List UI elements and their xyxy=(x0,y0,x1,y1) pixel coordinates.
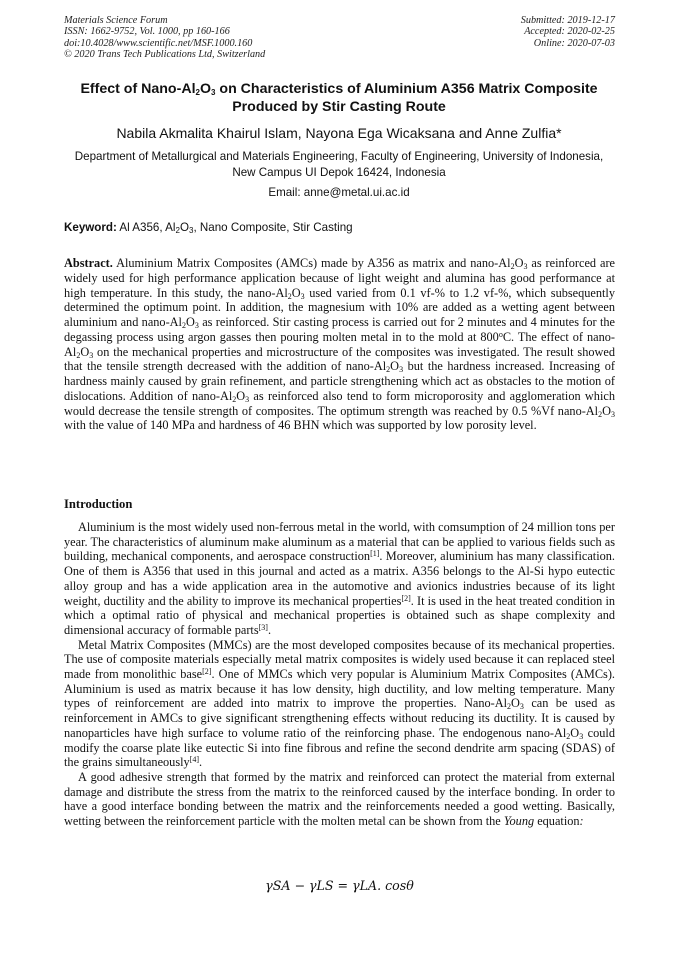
abstract-label: Abstract. xyxy=(64,256,113,270)
young-equation: γSA − γLS = γLA. cosθ xyxy=(265,878,414,893)
keywords: Keyword: Al A356, $Al_2O_3$, Nano Composite, Stir Casting xyxy=(64,221,353,235)
keyword-label: Keyword: xyxy=(64,221,117,234)
online-date: Online: 2020-07-03 xyxy=(533,37,615,49)
citation: [4] xyxy=(189,755,200,765)
submitted-date: Submitted: 2019-12-17 xyxy=(520,15,615,26)
accepted-date: Accepted: 2020-02-25 xyxy=(524,26,615,38)
citation: [2] xyxy=(401,593,411,603)
citation: [2] xyxy=(202,667,212,677)
introduction-heading: Introduction xyxy=(64,497,133,511)
doi-line: doi:10.4028/www.scientific.net/MSF.1000.160 xyxy=(64,37,253,49)
paragraph: Aluminium is the most widely used non-ferrous metal in the world, with comsumption of 24 million tons per year. The characteristics of aluminum make aluminum as a material that can be applied to various fields such as building, mechanical components, and aerospace construction[1]. Moreover, aluminium has many classification. One of them is A356 that used in this journal and acted as a matrix. A356 belongs to the Al-Si hypo eutectic alloy group and has a wide application area in the automotive and avionics industries because of its light weight, ductility and the ability to improve its mechanical properties[2]. It is used in the heat treated condition in which a optimal ratio of physical and mechanical properties is obtained such as shape complexity and dimensional accuracy of formable parts[3]. xyxy=(64,520,616,637)
introduction-body xyxy=(64,520,615,829)
submission-dates xyxy=(521,15,615,49)
journal-info xyxy=(64,15,265,61)
contact-email: Email: anne@metal.ui.ac.id xyxy=(268,186,410,199)
abstract: Abstract. Aluminium Matrix Composites (AMCs) made by A356 as matrix and nano-$Al_2O_3$ as reinforced are widely used for high performance application because of light weight and alumina has good performance at high temperature. In this study, the nano-$Al_2O_3$ used varied from 0.1 vf-% to 1.2 vf-%, which subsequently determined the optimum point. In addition, the magnesium with 10% are added as a wetting agent between aluminium and nano-$Al_2O_3$ as reinforced. Stir casting process is carried out for 2 minutes and 4 minutes for the degassing process using argon gasses then pouring molten metal in to the mold at 800$^o$C. The effect of nano-$Al_2O_3$ on the mechanical properties and microstructure of the composites was investigated. The result showed that the tensile strength decreased with the addition of nano-$Al_2O_3$ but the hardness increased. Increasing of hardness mainly caused by grain refinement, and particle strengthening which act as obstacles to the motion of dislocations. Addition of nano-$Al_2O_3$ as reinforced also tend to form microporosity and agglomeration which would decrease the tensile strength of composites. The optimum strength was reached by 0.5 %Vf nano-$Al_2O_3$ with the value of 140 MPa and hardness of 46 BHN which was supported by low porosity level. xyxy=(64,256,616,433)
paragraph: Metal Matrix Composites (MMCs) are the most developed composites because of its mechanical properties. The use of composite materials especially metal matrix composites is widely used because it can replaced steel made from monolithic base[2]. One of MMCs which very popular is Aluminium Matrix Composites (AMCs). Aluminium is used as matrix because it has low density, high ductility, and low melting temperature. Many types of reinforcement are added into matrix to improve the properties. Nano-$Al_2O_3$ can be used as reinforcement in AMCs to give significant strengthening effects without reducing its ductility. It is caused by nanoparticles have high surface to volume ratio of the reinforcing phase. The endogenous nano-$Al_2O_3$ could modify the coarse plate like eutectic Si into fine fibrous and refine the second dendrite arm spacing (SDAS) of the grains simultaneously[4]. xyxy=(64,637,616,770)
affiliation: Department of Metallurgical and Materials Engineering, Faculty of Engineering, University of Indonesia, New Campus UI Depok 16424, Indonesia xyxy=(74,150,604,179)
citation: [1] xyxy=(370,549,380,559)
copyright-line: © 2020 Trans Tech Publications Ltd, Switzerland xyxy=(64,49,266,61)
issn-line: ISSN: 1662-9752, Vol. 1000, pp 160-166 xyxy=(64,26,230,38)
journal-name: Materials Science Forum xyxy=(64,15,168,26)
paragraph: A good adhesive strength that formed by the matrix and reinforced can protect the material from external damage and distribute the stress from the matrix to the reinforced caused by the interface bonding. In order to have a good interface bonding between the matrix and the reinforcements needed a good wetting. Basically, wetting between the reinforcement particle with the molten metal can be shown from the Young equation: xyxy=(64,769,615,829)
author-list: Nabila Akmalita Khairul Islam, Nayona Ega Wicaksana and Anne Zulfia* xyxy=(116,125,562,141)
citation: [3] xyxy=(258,622,268,632)
paper-title: Effect of Nano-$Al_2O_3$ on Characteristics of Aluminium A356 Matrix Composite Produced by Stir Casting Route xyxy=(80,81,598,115)
